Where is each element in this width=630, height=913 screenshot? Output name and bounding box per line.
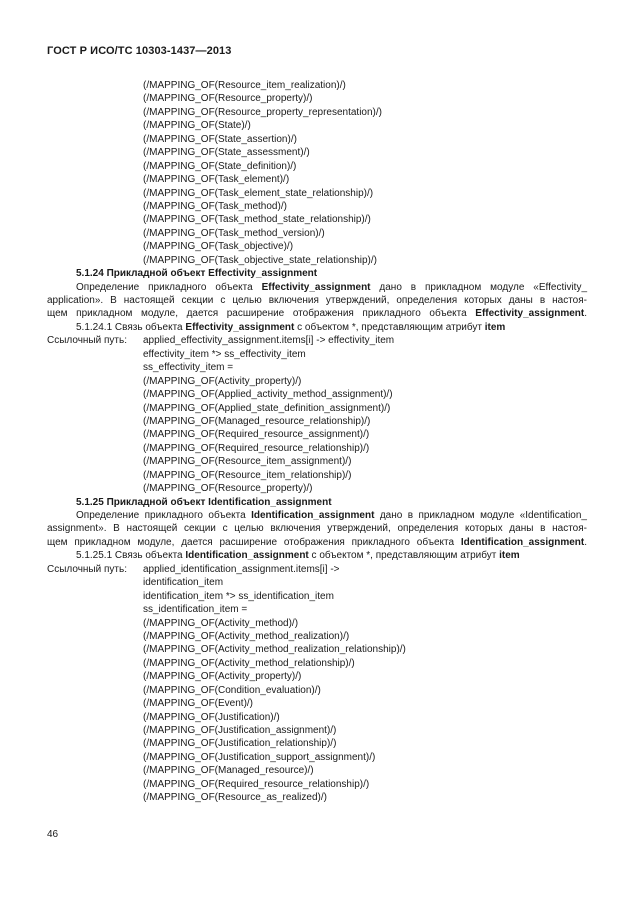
path-line: (/MAPPING_OF(Justification)/): [143, 711, 280, 723]
path-line: (/MAPPING_OF(Managed_resource)/): [143, 765, 314, 777]
path-line: (/MAPPING_OF(Resource_item_assignment)/): [143, 456, 352, 468]
mapping-line: (/MAPPING_OF(Resource_item_realization)/): [143, 80, 346, 91]
reference-path-row: [47, 334, 587, 347]
mapping-line: (/MAPPING_OF(State)/): [143, 120, 251, 132]
path-line: (/MAPPING_OF(Required_resource_relationship)/): [143, 778, 370, 790]
path-line: (/MAPPING_OF(Activity_method_relationship)/): [143, 657, 355, 669]
path-line: (/MAPPING_OF(Managed_resource_relationship)/): [143, 415, 371, 427]
path-line: (/MAPPING_OF(Resource_property)/): [143, 483, 313, 495]
definition-line-1: Определение прикладного объекта Identification_assignment дано в прикладном модуле «Identification_: [76, 510, 587, 521]
path-line: (/MAPPING_OF(Activity_method_realization)/): [143, 630, 350, 642]
reference-path-list: [47, 576, 587, 804]
page-content: [47, 79, 587, 805]
path-line: ss_identification_item =: [143, 604, 248, 616]
path-line: ss_effectivity_item =: [143, 362, 234, 374]
path-line: (/MAPPING_OF(Activity_property)/): [143, 375, 302, 387]
definition-line-3: щем прикладном модуле, дается расширение отображения прикладного объекта Effectivity_assignment.: [47, 308, 587, 320]
reference-path-label: Ссылочный путь:: [47, 335, 127, 347]
mapping-line: (/MAPPING_OF(State_definition)/): [143, 160, 297, 172]
reference-path-row: [47, 563, 587, 576]
mapping-line: (/MAPPING_OF(Task_element)/): [143, 174, 290, 186]
path-line: identification_item: [143, 577, 224, 589]
path-line: effectivity_item *> ss_effectivity_item: [143, 348, 306, 360]
definition-line-1: Определение прикладного объекта Effectivity_assignment дано в прикладном модуле «Effectivity_: [76, 281, 588, 293]
definition-line-3: щем прикладном модуле, дается расширение отображения прикладного объекта Identification_assignment.: [47, 536, 587, 548]
reference-path-label: Ссылочный путь:: [47, 563, 127, 575]
page-number: 46: [47, 829, 59, 840]
path-line: (/MAPPING_OF(Event)/): [143, 698, 254, 710]
mapping-line: (/MAPPING_OF(Task_objective)/): [143, 241, 294, 253]
path-line: (/MAPPING_OF(Activity_method_realization_relationship)/): [143, 644, 406, 656]
mapping-line: (/MAPPING_OF(Task_method)/): [143, 200, 287, 212]
path-line: (/MAPPING_OF(Applied_activity_method_assignment)/): [143, 389, 393, 401]
section-heading-5-1-24: 5.1.24 Прикладной объект Effectivity_assignment: [76, 268, 318, 280]
mapping-line: (/MAPPING_OF(Task_objective_state_relationship)/): [143, 254, 377, 266]
mapping-line: (/MAPPING_OF(Task_method_state_relationship)/): [143, 214, 371, 226]
section-heading-5-1-25: 5.1.25 Прикладной объект Identification_assignment: [76, 496, 332, 508]
path-line: (/MAPPING_OF(Condition_evaluation)/): [143, 684, 321, 696]
path-line: (/MAPPING_OF(Applied_state_definition_assignment)/): [143, 402, 391, 414]
path-line: (/MAPPING_OF(Activity_property)/): [143, 671, 302, 683]
path-line: (/MAPPING_OF(Justification_relationship)/): [143, 738, 337, 750]
path-line: identification_item *> ss_identification_item: [143, 590, 334, 602]
path-line: (/MAPPING_OF(Justification_assignment)/): [143, 725, 337, 736]
path-line: (/MAPPING_OF(Required_resource_relationship)/): [143, 442, 370, 454]
path-line: (/MAPPING_OF(Justification_support_assignment)/): [143, 751, 376, 763]
subsection-heading-5-1-24-1: 5.1.24.1 Связь объекта Effectivity_assignment с объектом *, представляющим атрибут item: [76, 321, 506, 333]
reference-path-line: applied_identification_assignment.items[i] ->: [143, 563, 340, 575]
definition-line-2: application». В настоящей секции с целью включения утверждений, определения которых даны в настоя-: [47, 295, 587, 306]
reference-path-line: applied_effectivity_assignment.items[i] -> effectivity_item: [143, 335, 395, 347]
reference-path-list: [47, 348, 587, 496]
subsection-heading-5-1-25-1: 5.1.25.1 Связь объекта Identification_assignment с объектом *, представляющим атрибут item: [76, 550, 520, 562]
mapping-line: (/MAPPING_OF(State_assessment)/): [143, 147, 310, 159]
definition-line-2: assignment». В настоящей секции с целью включения утверждений, определения которых даны в настоя-: [47, 523, 587, 535]
mapping-list-top: [47, 79, 587, 267]
mapping-line: (/MAPPING_OF(State_assertion)/): [143, 133, 297, 145]
path-line: (/MAPPING_OF(Resource_as_realized)/): [143, 792, 327, 804]
mapping-line: (/MAPPING_OF(Task_method_version)/): [143, 227, 325, 239]
mapping-line: (/MAPPING_OF(Resource_property_representation)/): [143, 106, 382, 118]
document-header: ГОСТ Р ИСО/ТС 10303-1437—2013: [47, 45, 232, 57]
mapping-line: (/MAPPING_OF(Task_element_state_relationship)/): [143, 187, 374, 199]
path-line: (/MAPPING_OF(Activity_method)/): [143, 617, 299, 629]
path-line: (/MAPPING_OF(Required_resource_assignment)/): [143, 429, 370, 441]
path-line: (/MAPPING_OF(Resource_item_relationship)/): [143, 469, 352, 481]
mapping-line: (/MAPPING_OF(Resource_property)/): [143, 93, 313, 105]
